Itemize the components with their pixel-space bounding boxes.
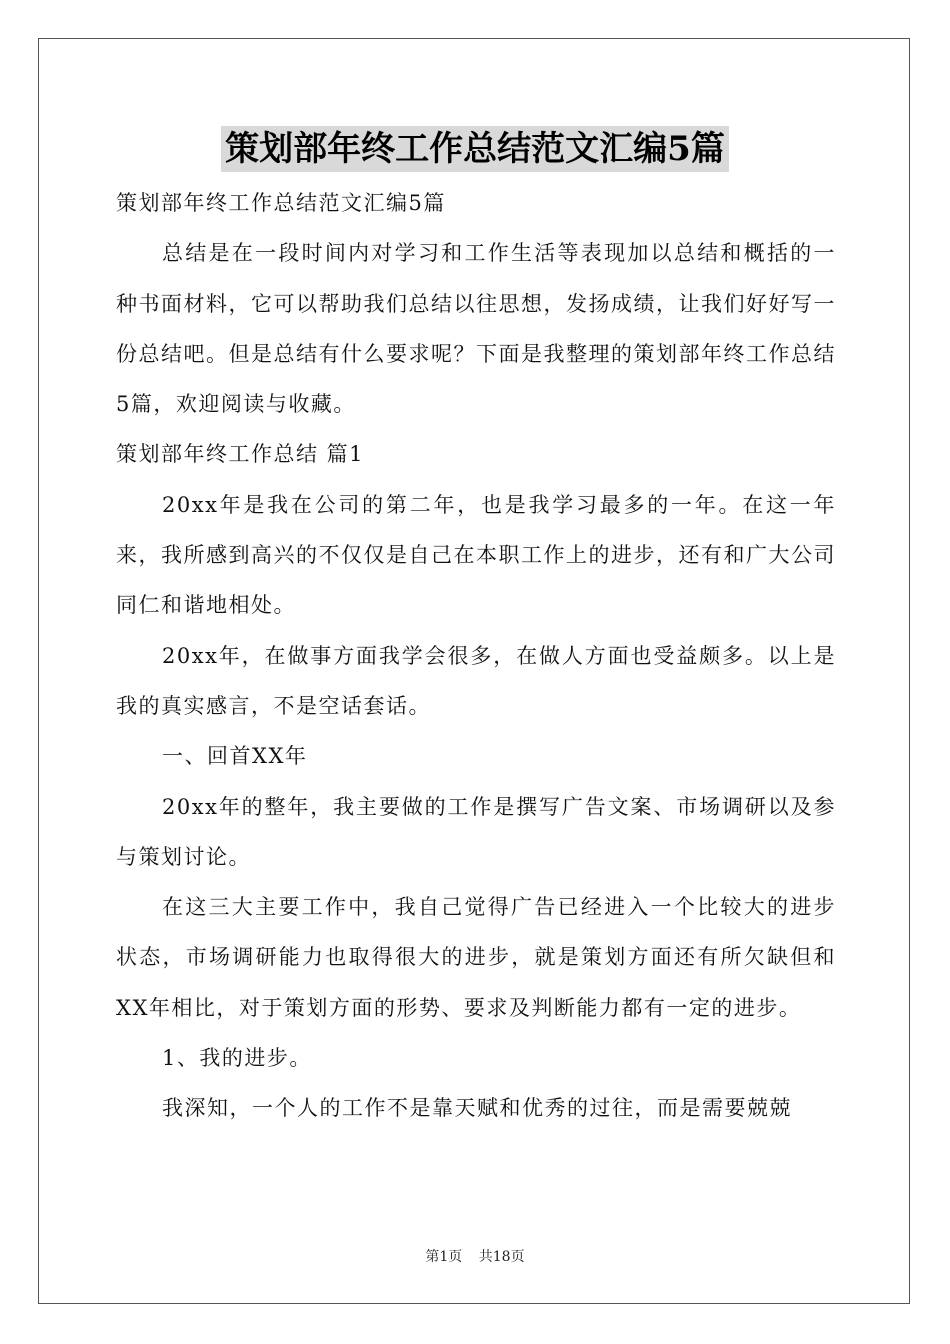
paragraph-subtitle: 策划部年终工作总结范文汇编5篇	[116, 191, 446, 215]
subheading-progress: 1、我的进步。	[162, 1046, 312, 1071]
page-number: 第1页	[425, 1249, 463, 1265]
document-title: 策划部年终工作总结范文汇编5篇	[221, 126, 729, 172]
title-area	[0, 126, 950, 172]
paragraph: 20xx年，在做事方面我学会很多，在做人方面也受益颇多。以上是我的真实感言，不是空话套话。	[116, 643, 836, 718]
paragraph: 20xx年的整年，我主要做的工作是撰写广告文案、市场调研以及参与策划讨论。	[116, 794, 836, 869]
paragraph-intro: 总结是在一段时间内对学习和工作生活等表现加以总结和概括的一种书面材料，它可以帮助我们总结以往思想，发扬成绩，让我们好好写一份总结吧。但是总结有什么要求呢？下面是我整理的策划部年终工作总结5篇，欢迎阅读与收藏。	[116, 241, 836, 417]
document-body	[116, 178, 836, 1134]
paragraph: 我深知，一个人的工作不是靠天赋和优秀的过往，而是需要兢兢	[162, 1096, 792, 1121]
paragraph: 20xx年是我在公司的第二年，也是我学习最多的一年。在这一年来，我所感到高兴的不仅仅是自己在本职工作上的进步，还有和广大公司同仁和谐地相处。	[116, 492, 836, 618]
page-footer	[0, 1246, 950, 1266]
paragraph: 在这三大主要工作中，我自己觉得广告已经进入一个比较大的进步状态，市场调研能力也取得很大的进步，就是策划方面还有所欠缺但和XX年相比，对于策划方面的形势、要求及判断能力都有一定的进步。	[116, 895, 836, 1020]
page-total: 共18页	[478, 1249, 525, 1265]
subheading-review: 一、回首XX年	[162, 744, 308, 769]
section-heading-1: 策划部年终工作总结 篇1	[116, 442, 365, 467]
